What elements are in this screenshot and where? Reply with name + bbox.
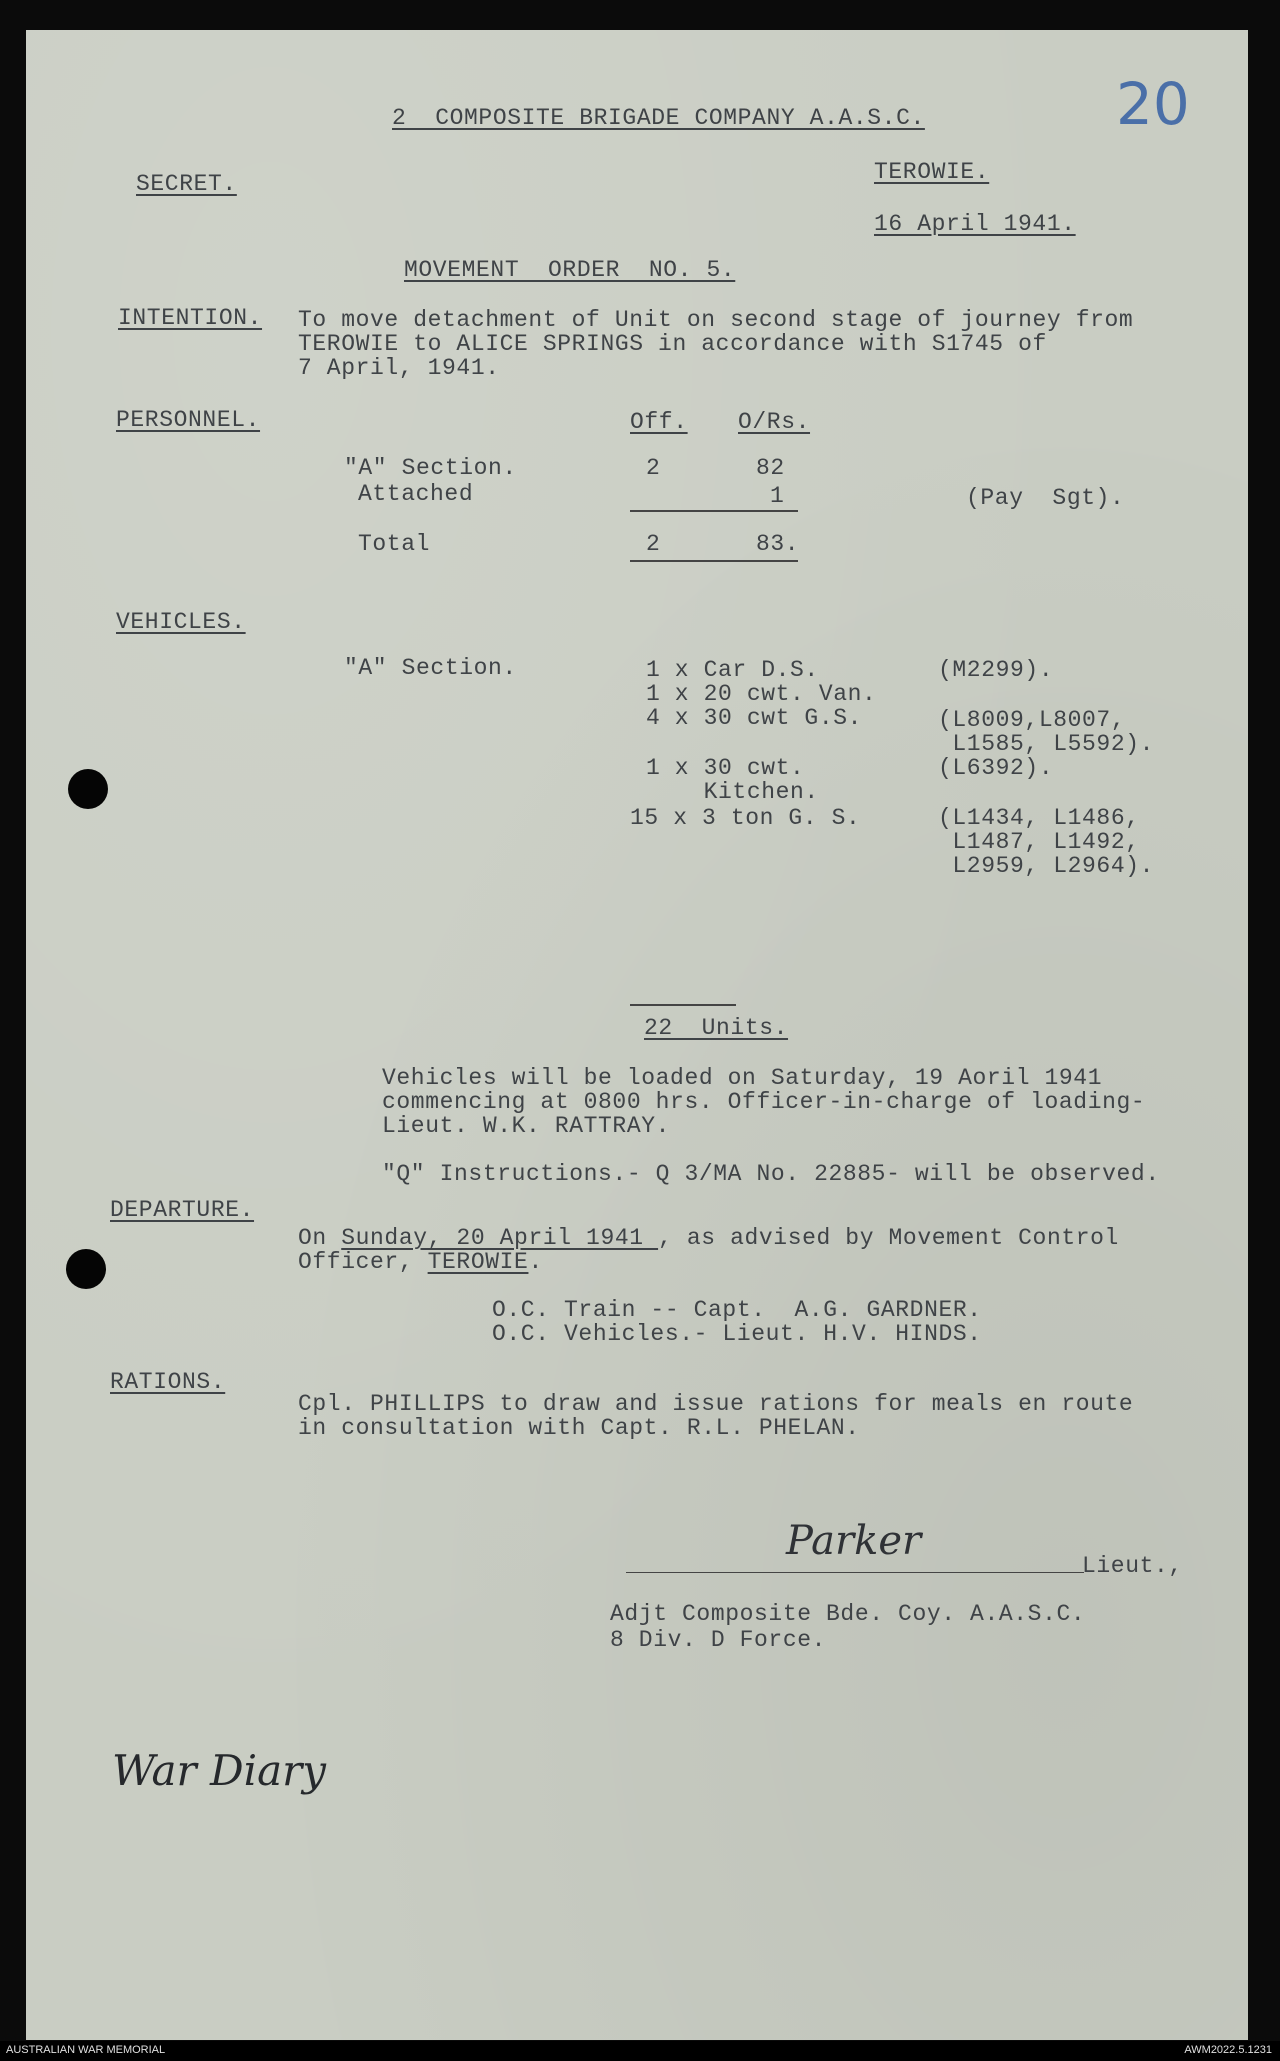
intention-line-2: TEROWIE to ALICE SPRINGS in accordance with S1745 of	[298, 331, 1047, 357]
vehicle-reg: L2959, L2964).	[938, 853, 1155, 879]
rations-heading: RATIONS.	[110, 1369, 226, 1395]
order-date: 16 April 1941.	[874, 211, 1076, 237]
units-rule	[630, 1004, 736, 1006]
signature-line	[626, 1572, 1084, 1573]
vehicle-reg: (L1434, L1486,	[938, 805, 1140, 831]
departure-line-2: Officer, TEROWIE.	[298, 1249, 543, 1275]
personnel-col-ors: O/Rs.	[738, 409, 811, 435]
vehicles-heading: VEHICLES.	[116, 609, 246, 635]
personnel-total-ors: 83.	[756, 531, 800, 557]
departure-heading: DEPARTURE.	[110, 1197, 255, 1223]
folio-number: 20	[1116, 70, 1190, 138]
vehicle-reg: (M2299).	[938, 657, 1054, 683]
personnel-row-ors: 82	[756, 455, 785, 481]
departure-date: Sunday, 20 April 1941	[341, 1225, 659, 1251]
total-double-rule	[630, 560, 798, 562]
loading-line-2: commencing at 0800 hrs. Officer-in-charge of loading-	[382, 1089, 1146, 1115]
document-page	[26, 30, 1248, 2040]
vehicles-section: "A" Section.	[344, 655, 517, 681]
footer-reference: AWM2022.5.1231	[1184, 2044, 1272, 2056]
personnel-col-off: Off.	[630, 409, 688, 435]
personnel-row-label: "A" Section.	[344, 455, 517, 481]
place-heading: TEROWIE.	[874, 159, 990, 185]
classification: SECRET.	[136, 171, 237, 197]
intention-line-1: To move detachment of Unit on second stage of journey from	[298, 307, 1134, 333]
vehicle-desc: 1 x 30 cwt.	[646, 755, 805, 781]
unit-title: 2 COMPOSITE BRIGADE COMPANY A.A.S.C.	[392, 105, 925, 131]
order-title: MOVEMENT ORDER NO. 5.	[404, 257, 736, 283]
total-rule	[630, 510, 798, 512]
oc-train: O.C. Train -- Capt. A.G. GARDNER.	[492, 1297, 982, 1323]
vehicle-desc: 1 x 20 cwt. Van.	[646, 681, 877, 707]
personnel-total-off: 2	[646, 531, 661, 557]
loading-line-3: Lieut. W.K. RATTRAY.	[382, 1113, 671, 1139]
oc-vehicles: O.C. Vehicles.- Lieut. H.V. HINDS.	[492, 1321, 982, 1347]
intention-line-3: 7 April, 1941.	[298, 355, 500, 381]
loading-line-1: Vehicles will be loaded on Saturday, 19 Aoril 1941	[382, 1065, 1103, 1091]
vehicle-reg: L1487, L1492,	[938, 829, 1140, 855]
intention-heading: INTENTION.	[118, 305, 263, 331]
personnel-row-ors: 1	[770, 483, 785, 509]
signature: Parker	[786, 1518, 922, 1564]
signature-formation: 8 Div. D Force.	[610, 1627, 827, 1653]
vehicle-desc: Kitchen.	[646, 779, 819, 805]
vehicle-desc: 1 x Car D.S.	[646, 657, 819, 683]
vehicle-reg: L1585, L5592).	[938, 731, 1155, 757]
war-diary-annotation: War Diary	[112, 1746, 326, 1795]
rations-line-1: Cpl. PHILLIPS to draw and issue rations for meals en route	[298, 1391, 1134, 1417]
vehicle-reg: (L6392).	[938, 755, 1054, 781]
personnel-row-note: (Pay Sgt).	[966, 485, 1125, 511]
rations-line-2: in consultation with Capt. R.L. PHELAN.	[298, 1415, 860, 1441]
footer-bar	[0, 2041, 1280, 2061]
vehicles-total: 22 Units.	[644, 1015, 789, 1041]
signature-rank: Lieut.,	[1082, 1553, 1183, 1579]
punch-hole	[66, 1249, 106, 1289]
signature-appointment: Adjt Composite Bde. Coy. A.A.S.C.	[610, 1601, 1086, 1627]
personnel-row-off: 2	[646, 455, 661, 481]
vehicle-reg: (L8009,L8007,	[938, 707, 1126, 733]
personnel-total-label: Total	[358, 531, 431, 557]
vehicle-desc: 4 x 30 cwt G.S.	[646, 705, 863, 731]
departure-line-1: On Sunday, 20 April 1941 , as advised by Movement Control	[298, 1225, 1119, 1251]
punch-hole	[68, 769, 108, 809]
personnel-heading: PERSONNEL.	[116, 407, 261, 433]
vehicle-desc: 15 x 3 ton G. S.	[630, 805, 861, 831]
personnel-row-label: Attached	[358, 481, 474, 507]
footer-archive: AUSTRALIAN WAR MEMORIAL	[6, 2044, 166, 2056]
q-instructions: "Q" Instructions.- Q 3/MA No. 22885- will be observed.	[382, 1161, 1160, 1187]
departure-place: TEROWIE	[427, 1249, 529, 1275]
